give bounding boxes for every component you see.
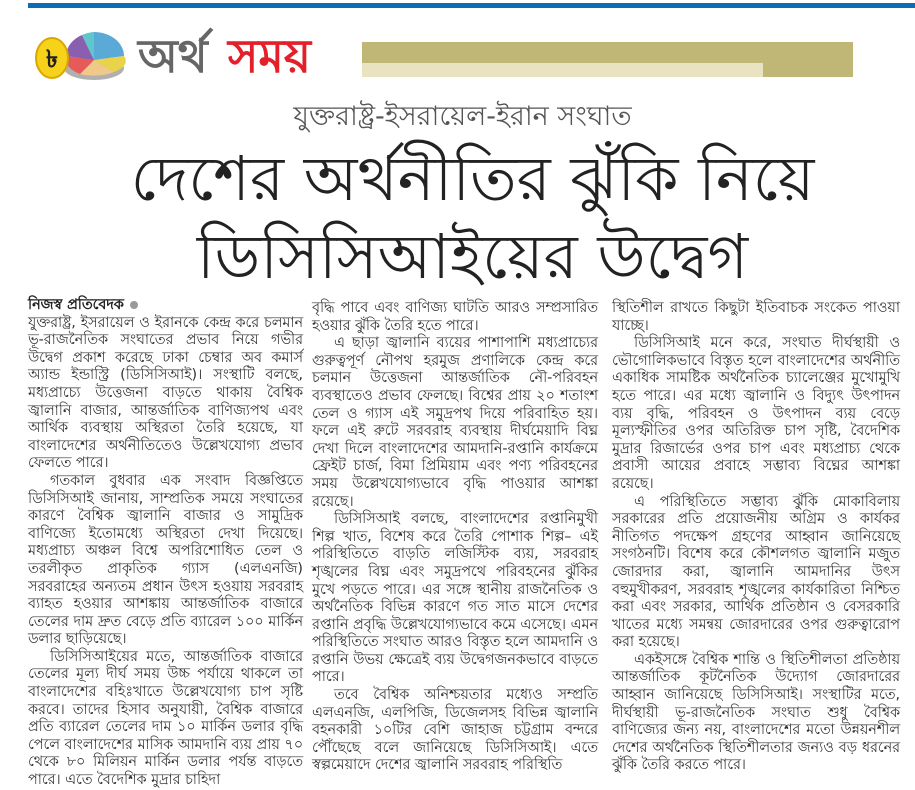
article-headline [0,140,915,296]
brand-name-part2: সময় [228,29,312,83]
byline-text: নিজস্ব প্রতিবেদক [28,297,124,313]
paragraph: ডিসিসিআই মনে করে, সংঘাত দীর্ঘস্থায়ী ও ভৌগোলিকভাবে বিস্তৃত হলে বাংলাদেশের অর্থনীতি একাধিক সামষ্টিক অর্থনৈতিক চ্যালেঞ্জের মুখোমুখি হতে পারে। এর মধ্যে জ্বালানি ও বিদ্যুৎ উৎপাদন ব্যয় বৃদ্ধি, পরিবহন ও উৎপাদন ব্যয় বেড়ে মূল্যস্ফীতির ওপর অতিরিক্ত চাপ সৃষ্টি, বৈদেশিক মুদ্রার রিজার্ভের ওপর চাপ এবং মধ্যপ্রাচ্য থেকে প্রবাসী আয়ের প্রবাহে সম্ভাব্য বিঘ্নের আশঙ্কা রয়েছে। [612,335,900,492]
article-kicker: যুক্তরাষ্ট্র-ইসরায়েল-ইরান সংঘাত [293,101,632,132]
article-column-2 [312,300,598,775]
paragraph: গতকাল বুধবার এক সংবাদ বিজ্ঞপ্তিতে ডিসিসিআই জানায়, সাম্প্রতিক সময়ে সংঘাতের কারণে বৈশ্বিক জ্বালানি বাজার ও সামুদ্রিক বাণিজ্যে ইতোমধ্যে অস্থিরতা দেখা দিয়েছে। মধ্যপ্রাচ্য অঞ্চল বিশ্বে অপরিশোধিত তেল ও তরলীকৃত প্রাকৃতিক গ্যাস (এলএনজি) সরবরাহের অন্যতম প্রধান উৎস হওয়ায় সরবরাহ ব্যাহত হওয়ার আশঙ্কায় আন্তর্জাতিক বাজারে তেলের দাম দ্রুত বেড়ে প্রতি ব্যারেল ১০০ মার্কিন ডলার ছাড়িয়েছে। [28,472,303,648]
paragraph: যুক্তরাষ্ট্র, ইসরায়েল ও ইরানকে কেন্দ্র করে চলমান ভূ-রাজনৈতিক সংঘাতের প্রভাব নিয়ে গভীর উদ্বেগ প্রকাশ করেছে ঢাকা চেম্বার অব কমার্স অ্যান্ড ইন্ডাস্ট্রি (ডিসিসিআই)। সংস্থাটি বলছে, মধ্যপ্রাচ্যে উত্তেজনা বাড়তে থাকায় বৈশ্বিক জ্বালানি বাজার, আন্তর্জাতিক বাণিজ্যপথ এবং আর্থিক ব্যবস্থায় অস্থিরতা তৈরি হয়েছে, যা বাংলাদেশের অর্থনীতিতেও উল্লেখযোগ্য প্রভাব ফেলতে পারে। [28,314,303,472]
paragraph: স্থিতিশীল রাখতে কিছুটা ইতিবাচক সংকেত পাওয়া যাচ্ছে। [612,300,900,334]
paragraph: এ পরিস্থিতিতে সম্ভাব্য ঝুঁকি মোকাবিলায় সরকারের প্রতি প্রয়োজনীয় অগ্রিম ও কার্যকর নীতিগত পদক্ষেপ গ্রহণের আহ্বান জানিয়েছে সংগঠনটি। বিশেষ করে কৌশলগত জ্বালানি মজুত জোরদার করা, জ্বালানি আমদানির উৎস বহুমুখীকরণ, সরবরাহ শৃঙ্খলের কার্যকারিতা নিশ্চিত করা এবং সরকার, আর্থিক প্রতিষ্ঠান ও বেসরকারি খাতের মধ্যে সমন্বয় জোরদারের ওপর গুরুত্বারোপ করা হয়েছে। [612,493,900,651]
headline-line-1: দেশের অর্থনীতির ঝুঁকি নিয়ে [130,142,815,215]
article-column-1 [28,297,303,790]
article-column-3 [612,300,900,775]
paragraph: ডিসিসিআইয়ের মতে, আন্তর্জাতিক বাজারে তেলের মূল্য দীর্ঘ সময় উচ্চ পর্যায়ে থাকলে তা বাংলাদেশের বহিঃখাতে উল্লেখযোগ্য চাপ সৃষ্টি করবে। তাদের হিসাব অনুযায়ী, বৈশ্বিক বাজারে প্রতি ব্যারেল তেলের দাম ১০ মার্কিন ডলার বৃদ্ধি পেলে বাংলাদেশের মাসিক আমদানি ব্যয় প্রায় ৭০ থেকে ৮০ মিলিয়ন মার্কিন ডলার পর্যন্ত বাড়তে পারে। এতে বৈদেশিক মুদ্রার চাহিদা [28,648,303,789]
brand-name-part1: অর্থ [138,29,208,83]
paragraph: এ ছাড়া জ্বালানি ব্যয়ের পাশাপাশি মধ্যপ্রাচ্যের গুরুত্বপূর্ণ নৌপথ হরমুজ প্রণালিকে কেন্দ্র করে চলমান উত্তেজনা আন্তর্জাতিক নৌ-পরিবহন ব্যবস্থাতেও প্রভাব ফেলছে। বিশ্বের প্রায় ২০ শতাংশ তেল ও গ্যাস এই সমুদ্রপথ দিয়ে পরিবাহিত হয়। ফলে এই রুটে সরবরাহ ব্যবস্থায় দীর্ঘমেয়াদি বিঘ্ন দেখা দিলে বাংলাদেশের আমদানি-রপ্তানি কার্যক্রমে ফ্রেইট চার্জ, বিমা প্রিমিয়াম এবং পণ্য পরিবহনের সময় উল্লেখযোগ্যভাবে বৃদ্ধি পাওয়ার আশঙ্কা রয়েছে। [312,335,598,510]
logo-coin-pie-icon [32,26,127,88]
top-rule [28,3,915,8]
masthead-band-light [362,63,763,77]
byline [28,297,303,315]
paragraph: একইসঙ্গে বৈশ্বিক শান্তি ও স্থিতিশীলতা প্রতিষ্ঠায় আন্তর্জাতিক কূটনৈতিক উদ্যোগ জোরদারের আহ্বান জানিয়েছে ডিসিসিআই। সংস্থাটির মতে, দীর্ঘস্থায়ী ভূ-রাজনৈতিক সংঘাত শুধু বৈশ্বিক বাণিজ্যের জন্য নয়, বাংলাদেশের মতো উন্নয়নশীল দেশের অর্থনৈতিক স্থিতিশীলতার জন্যও বড় ধরনের ঝুঁকি তৈরি করতে পারে। [612,651,900,774]
paragraph: ডিসিসিআই বলছে, বাংলাদেশের রপ্তানিমুখী শিল্প খাত, বিশেষ করে তৈরি পোশাক শিল্প– এই পরিস্থিতিতে বাড়তি লজিস্টিক ব্যয়, সরবরাহ শৃঙ্খলের বিঘ্ন এবং সমুদ্রপথে পরিবহনের ঝুঁকির মুখে পড়তে পারে। এর সঙ্গে স্থানীয় রাজনৈতিক ও অর্থনৈতিক বিভিন্ন কারণে গত সাত মাসে দেশের রপ্তানি প্রবৃদ্ধি উল্লেখযোগ্যভাবে কমে এসেছে। এমন পরিস্থিতিতে সংঘাত আরও বিস্তৃত হলে আমদানি ও রপ্তানি উভয় ক্ষেত্রেই ব্যয় উদ্বেগজনকভাবে বাড়তে পারে। [312,511,598,686]
logo-symbol: ৳ [46,45,58,73]
bullet-dot-icon [130,301,138,309]
paragraph: তবে বৈশ্বিক অনিশ্চয়তার মধ্যেও সম্প্রতি এলএনজি, এলপিজি, ডিজেলসহ বিভিন্ন জ্বালানি বহনকারী ১০টির বেশি জাহাজ চট্টগ্রাম বন্দরে পৌঁছেছে বলে জানিয়েছে ডিসিসিআই। এতে স্বল্পমেয়াদে দেশের জ্বালানি সরবরাহ পরিস্থিতি [312,687,598,774]
paragraph: বৃদ্ধি পাবে এবং বাণিজ্য ঘাটতি আরও সম্প্রসারিত হওয়ার ঝুঁকি তৈরি হতে পারে। [312,300,598,334]
headline-line-2: ডিসিসিআইয়ের উদ্বেগ [196,220,749,293]
